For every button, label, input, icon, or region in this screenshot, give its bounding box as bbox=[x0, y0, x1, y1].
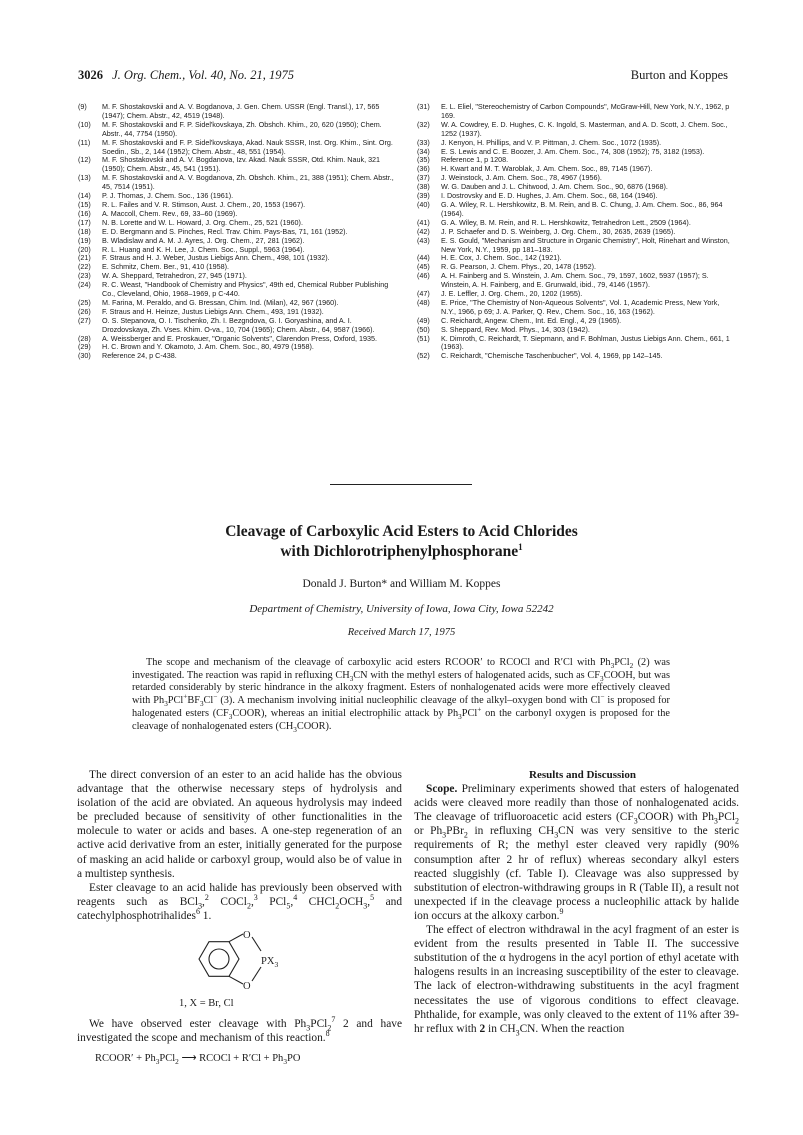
catechylphosphotrihalide-structure bbox=[77, 923, 402, 995]
reference-text: J. Weinstock, J. Am. Chem. Soc., 78, 4967 (1956). bbox=[441, 173, 602, 183]
scope-run-in-heading: Scope. bbox=[426, 783, 458, 796]
reference-number: (33) bbox=[417, 137, 430, 147]
reference-number: (28) bbox=[78, 333, 91, 343]
reference-text: M. Farina, M. Peraldo, and G. Bressan, Chim. Ind. (Milan), 42, 967 (1960). bbox=[102, 297, 339, 307]
reference-item bbox=[417, 272, 735, 290]
page-header bbox=[78, 68, 728, 86]
reference-text: E. Price, "The Chemistry of Non-Aqueous Solvents", Vol. 1, Academic Press, New York, N.Y., 1966, p 69; J. A. Parker, Q. Rev., Chem. Soc., 16, 163 (1962). bbox=[441, 297, 720, 316]
structure-caption: 1, X = Br, Cl bbox=[179, 998, 234, 1010]
reference-item bbox=[417, 121, 735, 139]
reference-number: (30) bbox=[78, 351, 91, 361]
results-paragraph-1: Scope. Preliminary experiments showed that esters of halogenated acids were cleaved more readily than those of nonhalogenated acids. The cleavage of trifluoroacetic acid esters $(CF_3COOR)$ with $Ph_3PCl_2$ or $Ph_3PBr_2$ in refluxing $CH_3CN$ was very sensitive to the steric requirements of R; the methyl ester cleaved very rapidly (90% consumption after 2 hr of reflux) whereas secondary alkyl esters reacted sluggishly (cf. Table I). Cleavage was also suppressed by substitution of electron-withdrawing groups in R (Table II), a result not unexpected if in the cleavage process a nucleophilic attack by halide ion occurs at the alkoxy carbon.$^9$ bbox=[414, 783, 740, 922]
section-heading: Results and Discussion bbox=[529, 769, 636, 781]
benzodioxaphosphole-structure-drawing bbox=[77, 923, 402, 995]
title-footnote-marker: 1 bbox=[518, 541, 523, 552]
reference-text: R. G. Pearson, J. Chem. Phys., 20, 1478 (1952). bbox=[441, 262, 597, 272]
structure-group-subscript: 3 bbox=[274, 960, 279, 970]
reference-number: (52) bbox=[417, 351, 430, 361]
received-date: Received March 17, 1975 bbox=[347, 627, 456, 638]
reference-number: (27) bbox=[78, 315, 91, 325]
reference-item bbox=[78, 281, 396, 299]
reference-number: (31) bbox=[417, 102, 430, 111]
reference-item bbox=[417, 335, 735, 353]
svg-text:O: O bbox=[243, 930, 251, 942]
structure-group-label: PX bbox=[261, 956, 275, 968]
references-right-column bbox=[417, 103, 735, 361]
reference-text: G. A. Wiley, B. M. Rein, and R. L. Hershkowitz, Tetrahedron Lett., 2509 (1964). bbox=[441, 217, 691, 227]
reference-text: W. A. Sheppard, Tetrahedron, 27, 945 (1971). bbox=[102, 271, 247, 281]
reference-text: A. Weissberger and E. Proskauer, "Organic Solvents", Clarendon Press, Oxford, 1935. bbox=[102, 333, 378, 343]
intro-paragraph-3: We have observed ester cleavage with $Ph_3PCl_2^7$ 2 and have investigated the scope and mechanism of this reaction.$^8$ bbox=[77, 1015, 403, 1045]
reference-text: A. Maccoll, Chem. Rev., 69, 33–60 (1969). bbox=[102, 208, 238, 218]
reference-text: F. Straus and H. J. Weber, Justus Liebigs Ann. Chem., 498, 101 (1932). bbox=[102, 253, 330, 263]
reference-number: (24) bbox=[78, 280, 91, 290]
reference-number: (12) bbox=[78, 155, 91, 165]
page-number: 3026 bbox=[78, 68, 103, 82]
body-left-column bbox=[77, 768, 402, 1066]
title-line-2-text: with Dichlorotriphenylphosphorane bbox=[280, 543, 519, 560]
svg-text:O: O bbox=[243, 981, 251, 993]
reference-text: H. E. Cox, J. Chem. Soc., 142 (1921). bbox=[441, 253, 562, 263]
reference-item bbox=[417, 103, 735, 121]
reference-number: (44) bbox=[417, 253, 430, 263]
reference-number: (21) bbox=[78, 253, 91, 263]
article-separator-rule bbox=[330, 484, 472, 485]
reference-number: (41) bbox=[417, 217, 430, 227]
reference-number: (25) bbox=[78, 297, 91, 307]
reference-number: (29) bbox=[78, 342, 91, 352]
reference-text: M. F. Shostakovskii and F. P. Sidel'kovskaya, Akad. Nauk SSSR, Inst. Org. Khim., Sint. Org. Soedin., Sb., 2, 144 (1952); Chem. Abstr., 48, 551 (1954). bbox=[102, 137, 393, 156]
results-paragraph-2: The effect of electron withdrawal in the acyl fragment of an ester is evident from the results presented in Table II. The successive substitution of the α hydrogens in the acyl portion of ethyl acetate with halogens results in an increasing susceptibility of the ester to cleavage. The lack of electron-withdrawing substituents in the acyl fragment necessitates the use of vigorous conditions to effect cleavage. Phthalide, for example, was only cleaved to the extent of 11% after 39-hr reflux with 2 in $CH_3CN$. When the reaction bbox=[414, 924, 739, 1037]
reference-text: E. D. Bergmann and S. Pinches, Recl. Trav. Chim. Pays-Bas, 71, 161 (1952). bbox=[102, 226, 348, 236]
reference-number: (42) bbox=[417, 226, 430, 236]
reference-text: J. E. Leffler, J. Org. Chem., 20, 1202 (1955). bbox=[441, 289, 583, 299]
reference-number: (17) bbox=[78, 217, 91, 227]
article-title bbox=[100, 522, 703, 562]
reference-number: (22) bbox=[78, 262, 91, 272]
reference-item bbox=[78, 156, 396, 174]
reference-number: (10) bbox=[78, 119, 91, 129]
reference-number: (23) bbox=[78, 271, 91, 281]
reference-item bbox=[417, 201, 735, 219]
reference-number: (48) bbox=[417, 297, 430, 307]
reference-number: (15) bbox=[78, 199, 91, 209]
intro-paragraph-2: Ester cleavage to an acid halide has previously been observed with reagents such as BCl$_3$,$^2$ COCl$_2$,$^3$ PCl$_5$,$^4$ $CHCl_2OCH_3,^5$ and catechylphosphotrihalides$^6$ 1. bbox=[77, 881, 403, 922]
reference-text: C. Reichardt, Angew. Chem., Int. Ed. Engl., 4, 29 (1965). bbox=[441, 315, 622, 325]
reference-text: R. L. Failes and V. R. Stimson, Aust. J. Chem., 20, 1553 (1967). bbox=[102, 199, 306, 209]
intro-paragraph-1: The direct conversion of an ester to an acid halide has the obvious advantage that the otherwise necessary steps of hydrolysis and isolation of the acid are obviated. An aqueous hydrolysis may indeed be precluded because of sensitivity of other functionalities in the molecule to water or acids and bases. A one-step regeneration of an active acid derivative from an ester, initially generated for the purpose of masking an acid halide or carboxyl group, would also be of value in a multistep synthesis. bbox=[77, 769, 402, 880]
reference-text: M. F. Shostakovskii and A. V. Bogdanova, Zh. Obshch. Khim., 21, 388 (1951); Chem. Abstr., 45, 7514 (1951). bbox=[102, 173, 394, 192]
reference-number: (46) bbox=[417, 271, 430, 281]
svg-text:PX3 bbox=[261, 956, 278, 969]
reference-text: H. Kwart and M. T. Waroblak, J. Am. Chem. Soc., 89, 7145 (1967). bbox=[441, 164, 653, 174]
reference-number: (19) bbox=[78, 235, 91, 245]
journal-citation: J. Org. Chem., Vol. 40, No. 21, 1975 bbox=[112, 68, 294, 82]
reference-item bbox=[417, 237, 735, 255]
reference-number: (50) bbox=[417, 324, 430, 334]
reference-item bbox=[417, 299, 735, 317]
reference-item bbox=[78, 139, 396, 157]
reference-text: F. Straus and H. Heinze, Justus Liebigs Ann. Chem., 493, 191 (1932). bbox=[102, 306, 324, 316]
reference-text: H. C. Brown and Y. Okamoto, J. Am. Chem. Soc., 80, 4979 (1958). bbox=[102, 342, 314, 352]
title-line-2 bbox=[100, 542, 703, 562]
reference-text: M. F. Shostakovskii and A. V. Bogdanova, J. Gen. Chem. USSR (Engl. Transl.), 17, 565 (1947); Chem. Abstr., 42, 4519 (1948). bbox=[102, 102, 380, 120]
reference-item bbox=[78, 103, 396, 121]
reference-text: B. Wladislaw and A. M. J. Ayres, J. Org. Chem., 27, 281 (1962). bbox=[102, 235, 305, 245]
reference-text: M. F. Shostakovskii and A. V. Bogdanova, Izv. Akad. Nauk SSSR, Otd. Khim. Nauk, 321 (1950); Chem. Abstr., 45, 541 (1951). bbox=[102, 155, 381, 174]
reference-text: J. Kenyon, H. Phillips, and V. P. Pittman, J. Chem. Soc., 1072 (1935). bbox=[441, 137, 662, 147]
author-list: Donald J. Burton* and William M. Koppes bbox=[302, 578, 501, 590]
reference-number: (18) bbox=[78, 226, 91, 236]
reference-number: (38) bbox=[417, 182, 430, 192]
reference-text: E. S. Gould, "Mechanism and Structure in Organic Chemistry", Holt, Rinehart and Winston, New York, N.Y., 1959, pp 181–183. bbox=[441, 235, 730, 254]
reference-text: W. A. Cowdrey, E. D. Hughes, C. K. Ingold, S. Masterman, and A. D. Scott, J. Chem. Soc., 1252 (1937). bbox=[441, 119, 728, 138]
reference-text: E. L. Eliel, "Stereochemistry of Carbon Compounds", McGraw-Hill, New York, N.Y., 1962, p 169. bbox=[441, 102, 730, 120]
reference-item bbox=[78, 352, 396, 361]
reference-number: (13) bbox=[78, 173, 91, 183]
reference-text: E. Schmitz, Chem. Ber., 91, 410 (1958). bbox=[102, 262, 230, 272]
reference-text: J. P. Schaefer and D. S. Weinberg, J. Org. Chem., 30, 2635, 2639 (1965). bbox=[441, 226, 676, 236]
reference-number: (39) bbox=[417, 191, 430, 201]
reference-number: (47) bbox=[417, 289, 430, 299]
reference-text: Reference 24, p C-438. bbox=[102, 351, 177, 361]
reference-text: E. S. Lewis and C. E. Boozer, J. Am. Chem. Soc., 74, 308 (1952); 75, 3182 (1953). bbox=[441, 146, 705, 156]
reference-item bbox=[417, 352, 735, 361]
reference-number: (26) bbox=[78, 306, 91, 316]
references-left-column bbox=[78, 103, 396, 361]
reference-number: (43) bbox=[417, 235, 430, 245]
reference-number: (9) bbox=[78, 102, 87, 111]
reference-text: Reference 1, p 1208. bbox=[441, 155, 509, 165]
reference-item bbox=[78, 121, 396, 139]
reference-text: O. S. Stepanova, O. I. Tischenko, Zh. I. Bezgndova, G. I. Goryashina, and A. I. Drozdovskaya, Zh. Vses. Khim. O-va., 10, 704 (1965); Chem. Abstr., 64, 9587 (1966). bbox=[102, 315, 375, 334]
title-line-1: Cleavage of Carboxylic Acid Esters to Acid Chlorides bbox=[225, 523, 578, 540]
reference-text: K. Dimroth, C. Reichardt, T. Siepmann, and F. Bohlman, Justus Liebigs Ann. Chem., 661, 1 (1963). bbox=[441, 333, 730, 352]
reference-number: (49) bbox=[417, 315, 430, 325]
reference-number: (37) bbox=[417, 173, 430, 183]
reference-number: (11) bbox=[78, 137, 91, 147]
reference-number: (14) bbox=[78, 191, 91, 201]
reference-text: C. Reichardt, "Chemische Taschenbucher", Vol. 4, 1969, pp 142–145. bbox=[441, 351, 663, 361]
reference-text: R. C. Weast, "Handbook of Chemistry and Physics", 49th ed, Chemical Rubber Publishing Co., Cleveland, Ohio, 1968–1969, p C-440. bbox=[102, 280, 389, 299]
running-authors: Burton and Koppes bbox=[630, 68, 728, 82]
reference-text: M. F. Shostakovskii and F. P. Sidel'kovskaya, Zh. Obshch. Khim., 20, 620 (1950); Chem. Abstr., 44, 7754 (1950). bbox=[102, 119, 382, 138]
reference-number: (16) bbox=[78, 208, 91, 218]
reference-number: (20) bbox=[78, 244, 91, 254]
reference-text: A. H. Fainberg and S. Winstein, J. Am. Chem. Soc., 79, 1597, 1602, 5937 (1957); S. Winstein, A. H. Fainberg, and E. Grunwald, ibid., 79, 4146 (1957). bbox=[441, 271, 709, 290]
reference-text: I. Dostrovsky and E. D. Hughes, J. Am. Chem. Soc., 68, 164 (1946). bbox=[441, 191, 658, 201]
reference-text: N. B. Lorette and W. L. Howard, J. Org. Chem., 25, 521 (1960). bbox=[102, 217, 303, 227]
body-right-column bbox=[414, 768, 739, 1036]
reference-number: (36) bbox=[417, 164, 430, 174]
reference-number: (35) bbox=[417, 155, 430, 165]
reference-number: (45) bbox=[417, 262, 430, 272]
reference-number: (34) bbox=[417, 146, 430, 156]
reference-number: (51) bbox=[417, 333, 430, 343]
reference-text: W. G. Dauben and J. L. Chitwood, J. Am. Chem. Soc., 90, 6876 (1968). bbox=[441, 182, 668, 192]
affiliation: Department of Chemistry, University of Iowa, Iowa City, Iowa 52242 bbox=[249, 603, 554, 615]
reference-text: P. J. Thomas, J. Chem. Soc., 136 (1961). bbox=[102, 191, 234, 201]
reference-number: (32) bbox=[417, 119, 430, 129]
reference-text: G. A. Wiley, R. L. Hershkowitz, B. M. Rein, and B. C. Chung, J. Am. Chem. Soc., 86, 964 (1964). bbox=[441, 199, 723, 218]
cleavage-equation: RCOOR′ + $Ph_3PCl_2$ ⟶ RCOCl + $R'Cl + Ph_3PO$ bbox=[95, 1053, 301, 1067]
reference-item bbox=[78, 174, 396, 192]
reference-number: (40) bbox=[417, 199, 430, 209]
abstract: The scope and mechanism of the cleavage of carboxylic acid esters RCOOR′ to RCOCl and R′Cl with $Ph_3PCl_2$ (2) was investigated. The reaction was rapid in refluxing $CH_3CN$ with the methyl esters of halogenated acids, such as $CF_3COOH$, but was retarded considerably by steric hindrance in the alkoxy fragment. Esters of nonhalogenated acids were more effectively cleaved with $Ph_3PCl^+BF_3Cl^-$ (3). A mechanism involving initial nucleophilic cleavage of the alkyl–oxygen bond with Cl− is proposed for halogenated esters $(CF_3COOR)$, whereas an initial electrophilic attack by $Ph_3PCl^+$ on the carbonyl oxygen is proposed for the cleavage of nonhalogenated esters $(CH_3COOR)$. bbox=[132, 657, 670, 734]
reference-text: R. L. Huang and K. H. Lee, J. Chem. Soc., Suppl., 5963 (1964). bbox=[102, 244, 305, 254]
reference-text: S. Sheppard, Rev. Mod. Phys., 14, 303 (1942). bbox=[441, 324, 590, 334]
reference-item bbox=[78, 317, 396, 335]
